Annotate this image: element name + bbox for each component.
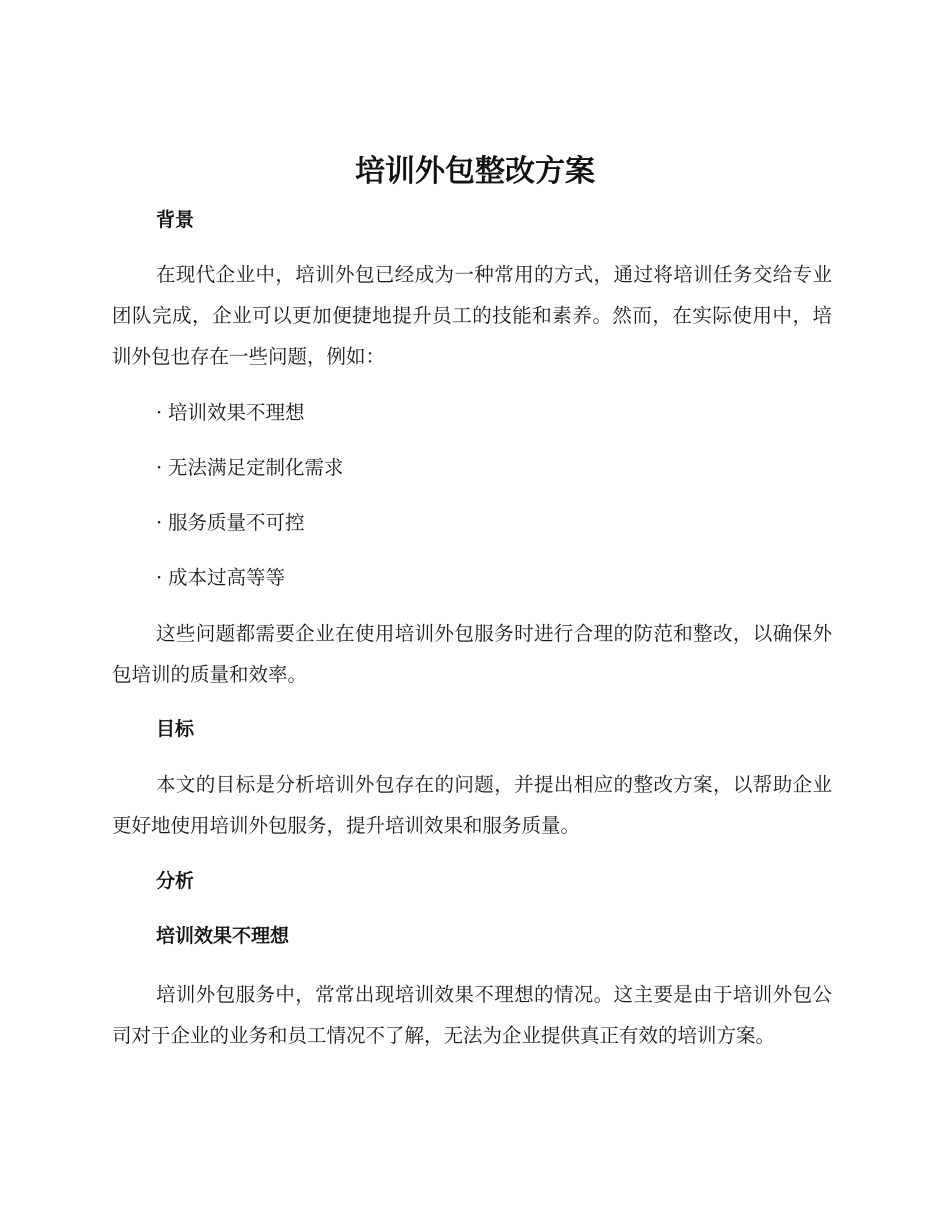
section-heading-goal: 目标 <box>156 718 195 740</box>
list-item-text: 服务质量不可控 <box>168 511 305 534</box>
list-item <box>156 453 344 483</box>
section-heading-background: 背景 <box>156 209 195 231</box>
bullet-marker: · <box>156 456 163 479</box>
document-title: 培训外包整改方案 <box>355 154 595 189</box>
list-item <box>156 563 285 593</box>
bullet-marker: · <box>156 511 163 534</box>
background-conclusion-paragraph: 这些问题都需要企业在使用培训外包服务时进行合理的防范和整改，以确保外包培训的质量和效率。 <box>112 622 832 686</box>
background-intro-paragraph: 在现代企业中，培训外包已经成为一种常用的方式，通过将培训任务交给专业团队完成，企业可以更加便捷地提升员工的技能和素养。然而，在实际使用中，培训外包也存在一些问题，例如： <box>112 263 832 368</box>
section-heading-analysis: 分析 <box>156 870 195 892</box>
list-item <box>156 398 305 428</box>
bullet-marker: · <box>156 566 163 589</box>
list-item <box>156 508 305 538</box>
subsection-heading-training-effect: 培训效果不理想 <box>156 925 290 947</box>
list-item-text: 成本过高等等 <box>168 566 286 589</box>
list-item-text: 培训效果不理想 <box>168 401 305 424</box>
bullet-marker: · <box>156 401 163 424</box>
goal-paragraph: 本文的目标是分析培训外包存在的问题，并提出相应的整改方案，以帮助企业更好地使用培训外包服务，提升培训效果和服务质量。 <box>112 773 832 837</box>
training-effect-paragraph: 培训外包服务中，常常出现培训效果不理想的情况。这主要是由于培训外包公司对于企业的业务和员工情况不了解，无法为企业提供真正有效的培训方案。 <box>112 983 832 1047</box>
list-item-text: 无法满足定制化需求 <box>168 456 344 479</box>
